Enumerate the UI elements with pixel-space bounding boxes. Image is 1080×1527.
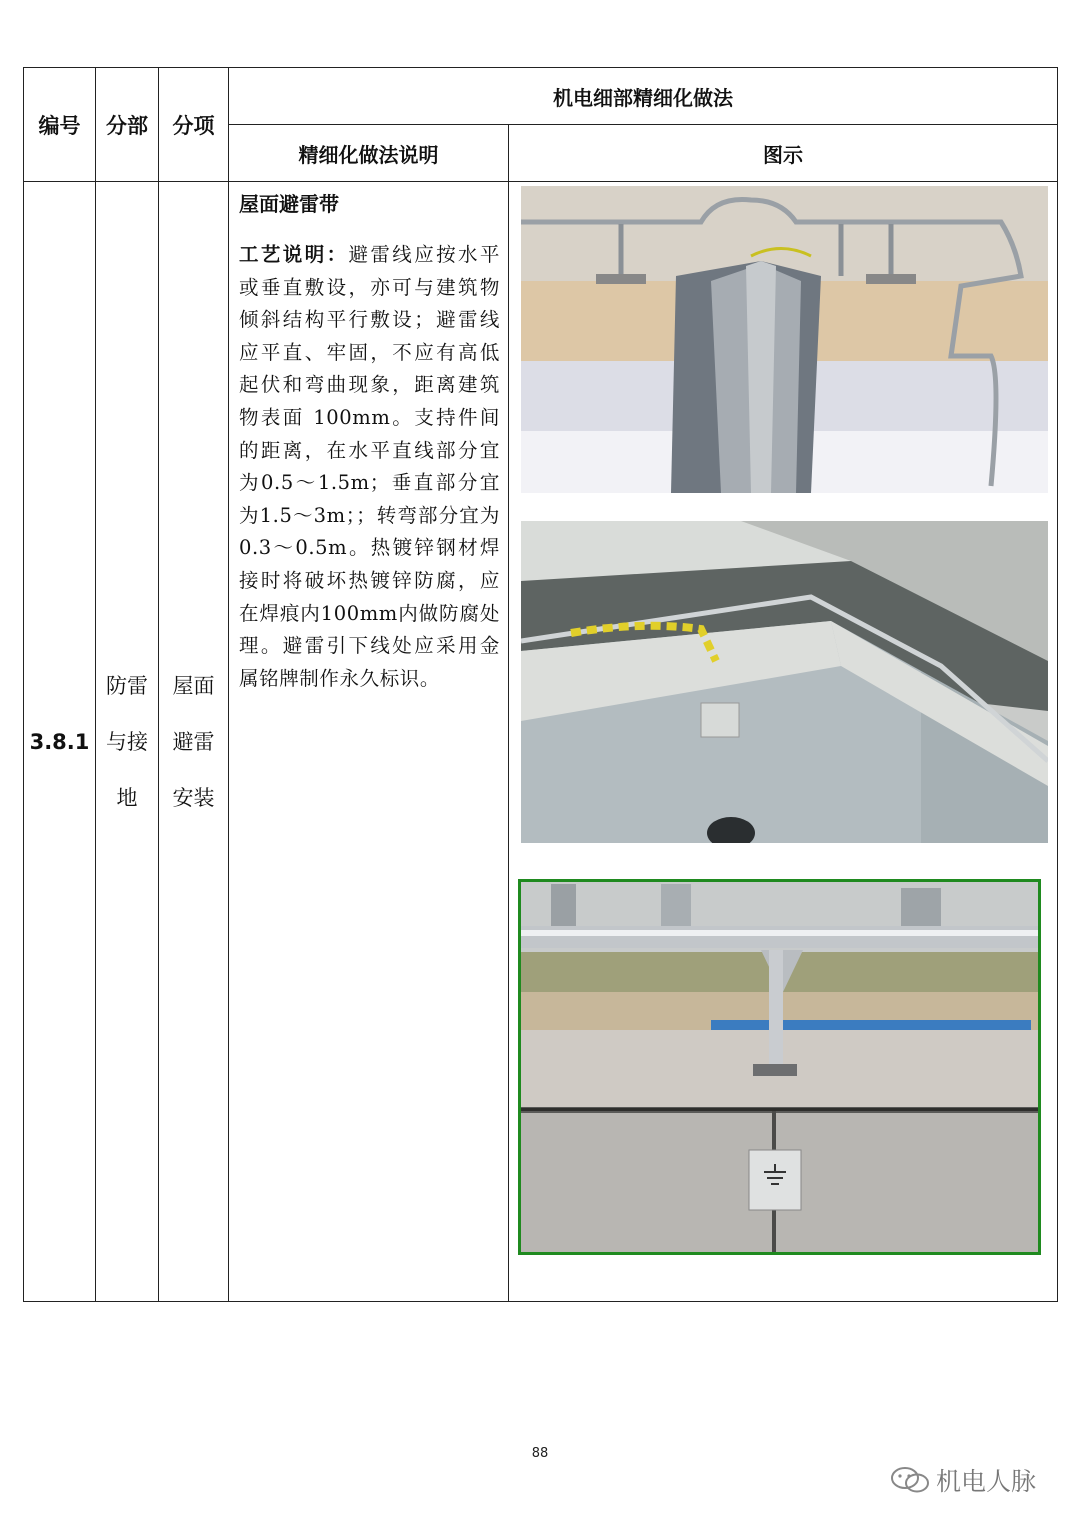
item-line: 屋面 (172, 673, 215, 698)
header-group: 机电细部精细化做法 (229, 68, 1058, 125)
item-line: 避雷 (172, 729, 215, 754)
row-item (159, 182, 229, 1302)
description-title: 屋面避雷带 (239, 192, 339, 216)
header-figure: 图示 (509, 125, 1058, 182)
row-figures (509, 182, 1058, 1302)
item-line: 安装 (172, 785, 215, 810)
division-line: 防雷 (106, 673, 148, 698)
spec-sheet (23, 67, 1057, 1304)
division-line: 地 (116, 785, 138, 810)
photo1-svg (521, 186, 1048, 493)
photo-parapet-lightning-strip-corner (521, 521, 1048, 843)
header-division: 分部 (96, 68, 159, 182)
description-text: 避雷线应按水平或垂直敷设，亦可与建筑物倾斜结构平行敷设；避雷线应平直、牢固，不应有高低起伏和弯曲现象，距离建筑物表面 100mm。支持件间的距离，在水平直线部分宜为0.5～1.5m；垂直部分宜为1.5～3m；；转弯部分宜为0.3～0.5m。热镀锌钢材焊接时将破坏热镀锌防腐，应在焊痕内100mm内做防腐处理。避雷引下线处应采用金属铭牌制作永久标识。 (239, 243, 500, 690)
row-division (96, 182, 159, 1302)
watermark-text: 机电人脉 (936, 1467, 1037, 1496)
watermark (890, 1462, 1036, 1498)
spec-table (23, 67, 1058, 1302)
row-code: 3.8.1 (24, 182, 96, 1302)
wechat-icon (890, 1465, 930, 1495)
photo-stainless-lightning-rail-with-ground-sign (518, 879, 1041, 1255)
header-desc: 精细化做法说明 (229, 125, 509, 182)
division-line: 与接 (106, 729, 148, 754)
page-number: 88 (531, 1446, 549, 1461)
photo2-svg (521, 521, 1048, 843)
description-label: 工艺说明： (239, 243, 349, 266)
header-code: 编号 (24, 68, 96, 182)
row-description (229, 182, 509, 1302)
photo-lightning-strip-over-expansion-joint (521, 186, 1048, 493)
description-body (239, 239, 500, 695)
header-item: 分项 (159, 68, 229, 182)
photo3-svg (521, 882, 1038, 1252)
